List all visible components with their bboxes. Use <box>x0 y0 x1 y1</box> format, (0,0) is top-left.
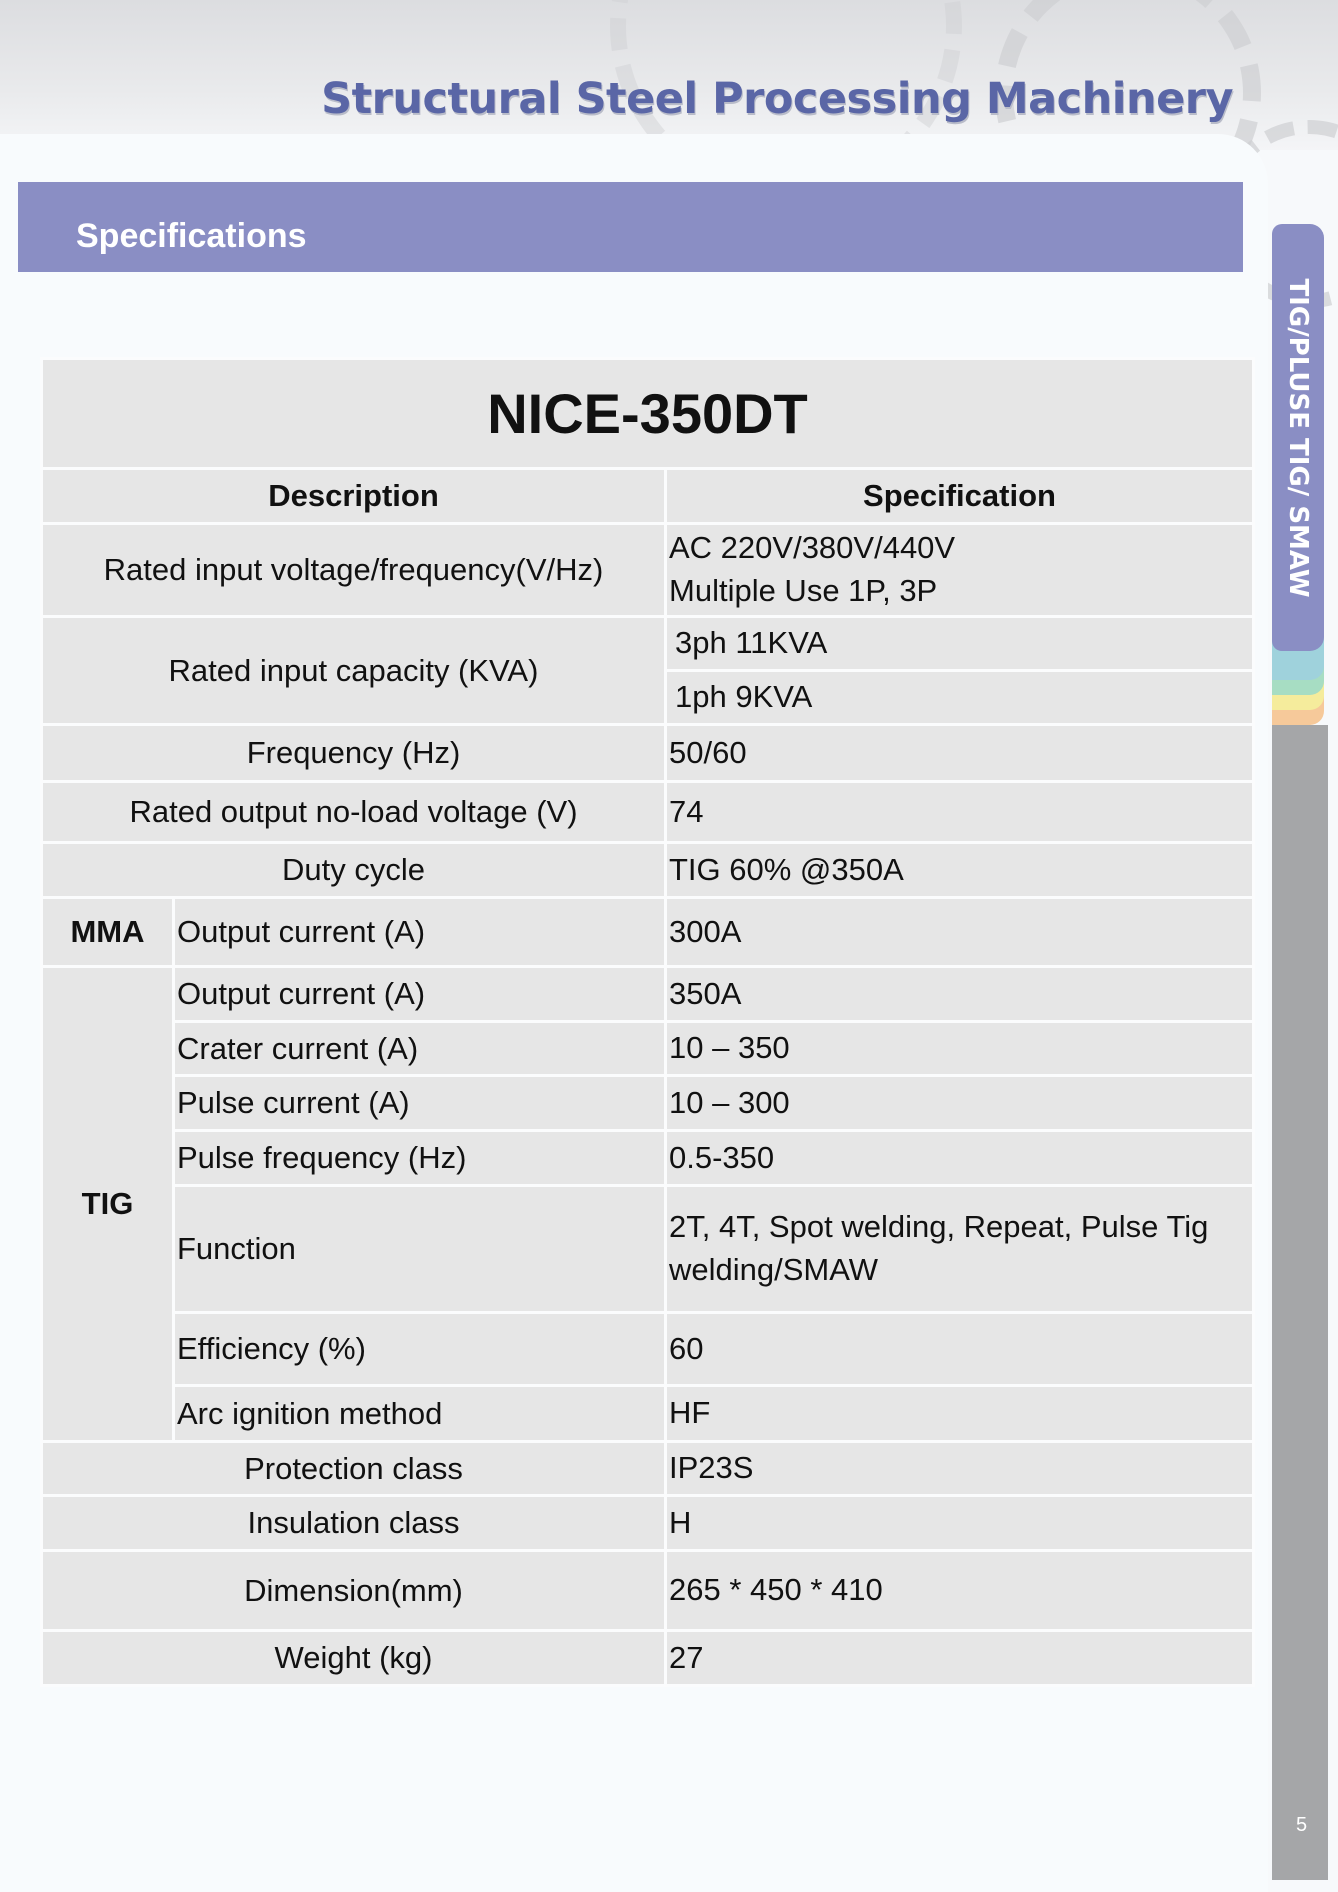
row-label: Output current (A) <box>174 967 666 1022</box>
table-row <box>42 524 1254 617</box>
header-specification: Specification <box>666 469 1254 524</box>
row-value-line: welding/SMAW <box>669 1252 879 1287</box>
row-value: 0.5-350 <box>666 1131 1254 1186</box>
table-row <box>42 782 1254 843</box>
row-value: HF <box>666 1386 1254 1442</box>
row-value: 60 <box>666 1313 1254 1386</box>
table-row <box>42 1442 1254 1496</box>
table-row <box>42 898 1254 967</box>
row-label: Function <box>174 1186 666 1313</box>
row-label: Pulse frequency (Hz) <box>174 1131 666 1186</box>
table-row <box>42 1631 1254 1686</box>
row-label: Duty cycle <box>42 843 666 898</box>
table-row <box>42 1022 1254 1076</box>
row-value: IP23S <box>666 1442 1254 1496</box>
table-row <box>42 1131 1254 1186</box>
row-value-line: 2T, 4T, Spot welding, Repeat, Pulse Tig <box>669 1209 1209 1245</box>
row-label: Efficiency (%) <box>174 1313 666 1386</box>
table-row <box>42 1496 1254 1551</box>
section-header <box>18 182 1243 272</box>
row-label: Output current (A) <box>174 898 666 967</box>
row-label: Protection class <box>42 1442 666 1496</box>
row-label: Insulation class <box>42 1496 666 1551</box>
table-row <box>42 1186 1254 1313</box>
row-label: Rated output no-load voltage (V) <box>42 782 666 843</box>
row-value: 265 * 450 * 410 <box>666 1551 1254 1631</box>
header-description: Description <box>42 469 666 524</box>
table-row <box>42 1386 1254 1442</box>
row-value: 1ph 9KVA <box>666 671 1254 725</box>
row-label: Rated input capacity (KVA) <box>42 617 666 725</box>
table-title-row <box>42 359 1254 469</box>
model-title: NICE-350DT <box>42 359 1254 469</box>
row-value: 74 <box>666 782 1254 843</box>
row-value: 300A <box>666 898 1254 967</box>
spec-table <box>40 357 1255 1687</box>
side-tab-label: TIG/PLUSE TIG/ SMAW <box>1283 278 1313 598</box>
table-row <box>42 1076 1254 1131</box>
table-row <box>42 843 1254 898</box>
row-value: 50/60 <box>666 725 1254 782</box>
row-value-line: AC 220V/380V/440V <box>669 530 956 566</box>
row-label: Pulse current (A) <box>174 1076 666 1131</box>
row-value <box>666 1186 1254 1313</box>
row-label: Crater current (A) <box>174 1022 666 1076</box>
table-header-row <box>42 469 1254 524</box>
table-row <box>42 725 1254 782</box>
side-strip <box>1272 725 1328 1880</box>
row-value: 27 <box>666 1631 1254 1686</box>
table-row <box>42 1551 1254 1631</box>
row-label: Arc ignition method <box>174 1386 666 1442</box>
row-label: Dimension(mm) <box>42 1551 666 1631</box>
table-row <box>42 617 1254 671</box>
group-label-mma: MMA <box>42 898 174 967</box>
row-value: H <box>666 1496 1254 1551</box>
page-number: 5 <box>1296 1814 1308 1836</box>
row-value: 10 – 350 <box>666 1022 1254 1076</box>
row-value: 350A <box>666 967 1254 1022</box>
row-label: Weight (kg) <box>42 1631 666 1686</box>
table-row <box>42 967 1254 1022</box>
row-value <box>666 524 1254 617</box>
section-title: Specifications <box>76 217 307 255</box>
row-value: 3ph 11KVA <box>666 617 1254 671</box>
row-value-line: Multiple Use 1P, 3P <box>669 573 938 608</box>
brand-title: Structural Steel Processing Machinery <box>321 74 1233 124</box>
row-value: 10 – 300 <box>666 1076 1254 1131</box>
row-label: Frequency (Hz) <box>42 725 666 782</box>
table-row <box>42 1313 1254 1386</box>
group-label-tig: TIG <box>42 967 174 1442</box>
row-label: Rated input voltage/frequency(V/Hz) <box>42 524 666 617</box>
row-value: TIG 60% @350A <box>666 843 1254 898</box>
